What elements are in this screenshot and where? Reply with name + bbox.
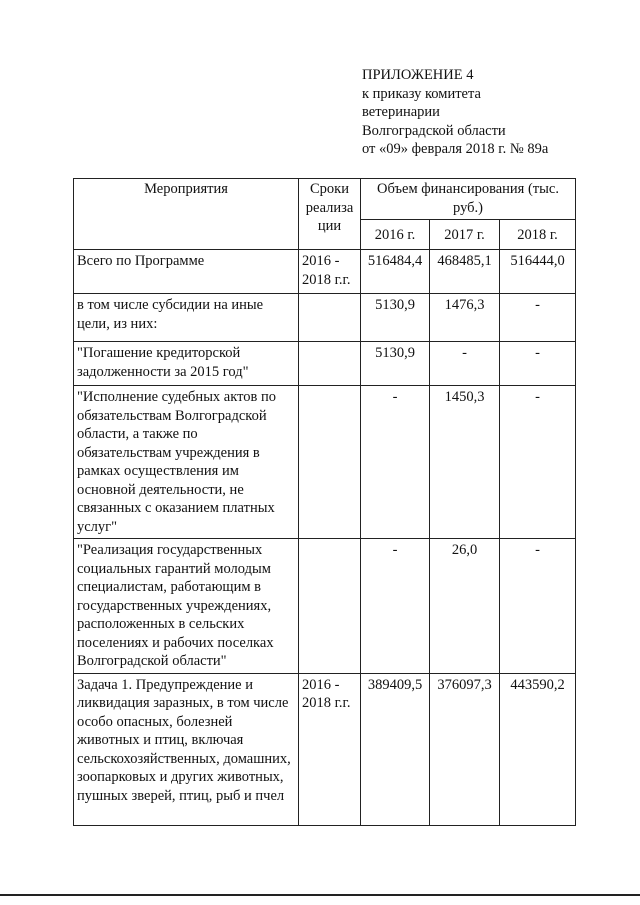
table-row bbox=[74, 673, 576, 825]
table-row bbox=[74, 294, 576, 342]
table-row bbox=[74, 342, 576, 386]
appendix-line: от «09» февраля 2018 г. № 89а bbox=[362, 141, 549, 157]
row-value-2018: - bbox=[500, 294, 576, 342]
header-period: Сроки реализа ции bbox=[299, 179, 361, 250]
row-value-2018: - bbox=[500, 342, 576, 386]
table-row bbox=[74, 250, 576, 294]
row-period bbox=[299, 294, 361, 342]
row-period bbox=[299, 342, 361, 386]
funding-table bbox=[73, 178, 576, 826]
row-value-2017: 376097,3 bbox=[430, 673, 500, 825]
row-measure-name: в том числе субсидии на иные цели, из них: bbox=[74, 294, 299, 342]
appendix-header bbox=[362, 66, 548, 159]
row-measure-name: "Исполнение судебных актов по обязательствам Волгоградской области, а также по обязательствам учреждения в рамках осуществления им основной деятельности, не связанных с оказанием платных услуг" bbox=[74, 386, 299, 539]
appendix-line: Волгоградской области bbox=[362, 122, 506, 139]
row-period: 2016 - 2018 г.г. bbox=[299, 673, 361, 825]
appendix-title: ПРИЛОЖЕНИЕ 4 bbox=[362, 67, 474, 83]
header-funding: Объем финансирования (тыс. руб.) bbox=[361, 179, 576, 220]
row-value-2017: 26,0 bbox=[430, 539, 500, 674]
header-year-2018: 2018 г. bbox=[500, 220, 576, 250]
row-value-2016: 5130,9 bbox=[361, 342, 430, 386]
appendix-line: ветеринарии bbox=[362, 104, 440, 120]
row-value-2017: - bbox=[430, 342, 500, 386]
row-value-2018: 516444,0 bbox=[500, 250, 576, 294]
row-period bbox=[299, 539, 361, 674]
row-period: 2016 - 2018 г.г. bbox=[299, 250, 361, 294]
row-value-2016: 516484,4 bbox=[361, 250, 430, 294]
row-value-2018: 443590,2 bbox=[500, 673, 576, 825]
row-value-2016: 389409,5 bbox=[361, 673, 430, 825]
row-value-2016: 5130,9 bbox=[361, 294, 430, 342]
row-value-2017: 1476,3 bbox=[430, 294, 500, 342]
page-bottom-border bbox=[0, 894, 640, 896]
row-value-2018: - bbox=[500, 386, 576, 539]
table-row bbox=[74, 539, 576, 674]
row-value-2017: 1450,3 bbox=[430, 386, 500, 539]
row-measure-name: Задача 1. Предупреждение и ликвидация заразных, в том числе особо опасных, болезней животных и птиц, включая сельскохозяйственных, домашних, зоопарковых и других животных, пушных зверей, птиц, рыб и пчел bbox=[74, 673, 299, 825]
row-measure-name: "Погашение кредиторской задолженности за 2015 год" bbox=[74, 342, 299, 386]
row-measure-name: "Реализация государственных социальных гарантий молодым специалистам, работающим в государственных учреждениях, расположенных в сельских поселениях и рабочих поселках Волгоградской области" bbox=[74, 539, 299, 674]
header-year-2017: 2017 г. bbox=[430, 220, 500, 250]
row-period bbox=[299, 386, 361, 539]
row-value-2016: - bbox=[361, 539, 430, 674]
header-year-2016: 2016 г. bbox=[361, 220, 430, 250]
row-measure-name: Всего по Программе bbox=[74, 250, 299, 294]
header-measures: Мероприятия bbox=[74, 179, 299, 250]
appendix-line: к приказу комитета bbox=[362, 85, 481, 102]
row-value-2016: - bbox=[361, 386, 430, 539]
row-value-2017: 468485,1 bbox=[430, 250, 500, 294]
table-row bbox=[74, 386, 576, 539]
row-value-2018: - bbox=[500, 539, 576, 674]
